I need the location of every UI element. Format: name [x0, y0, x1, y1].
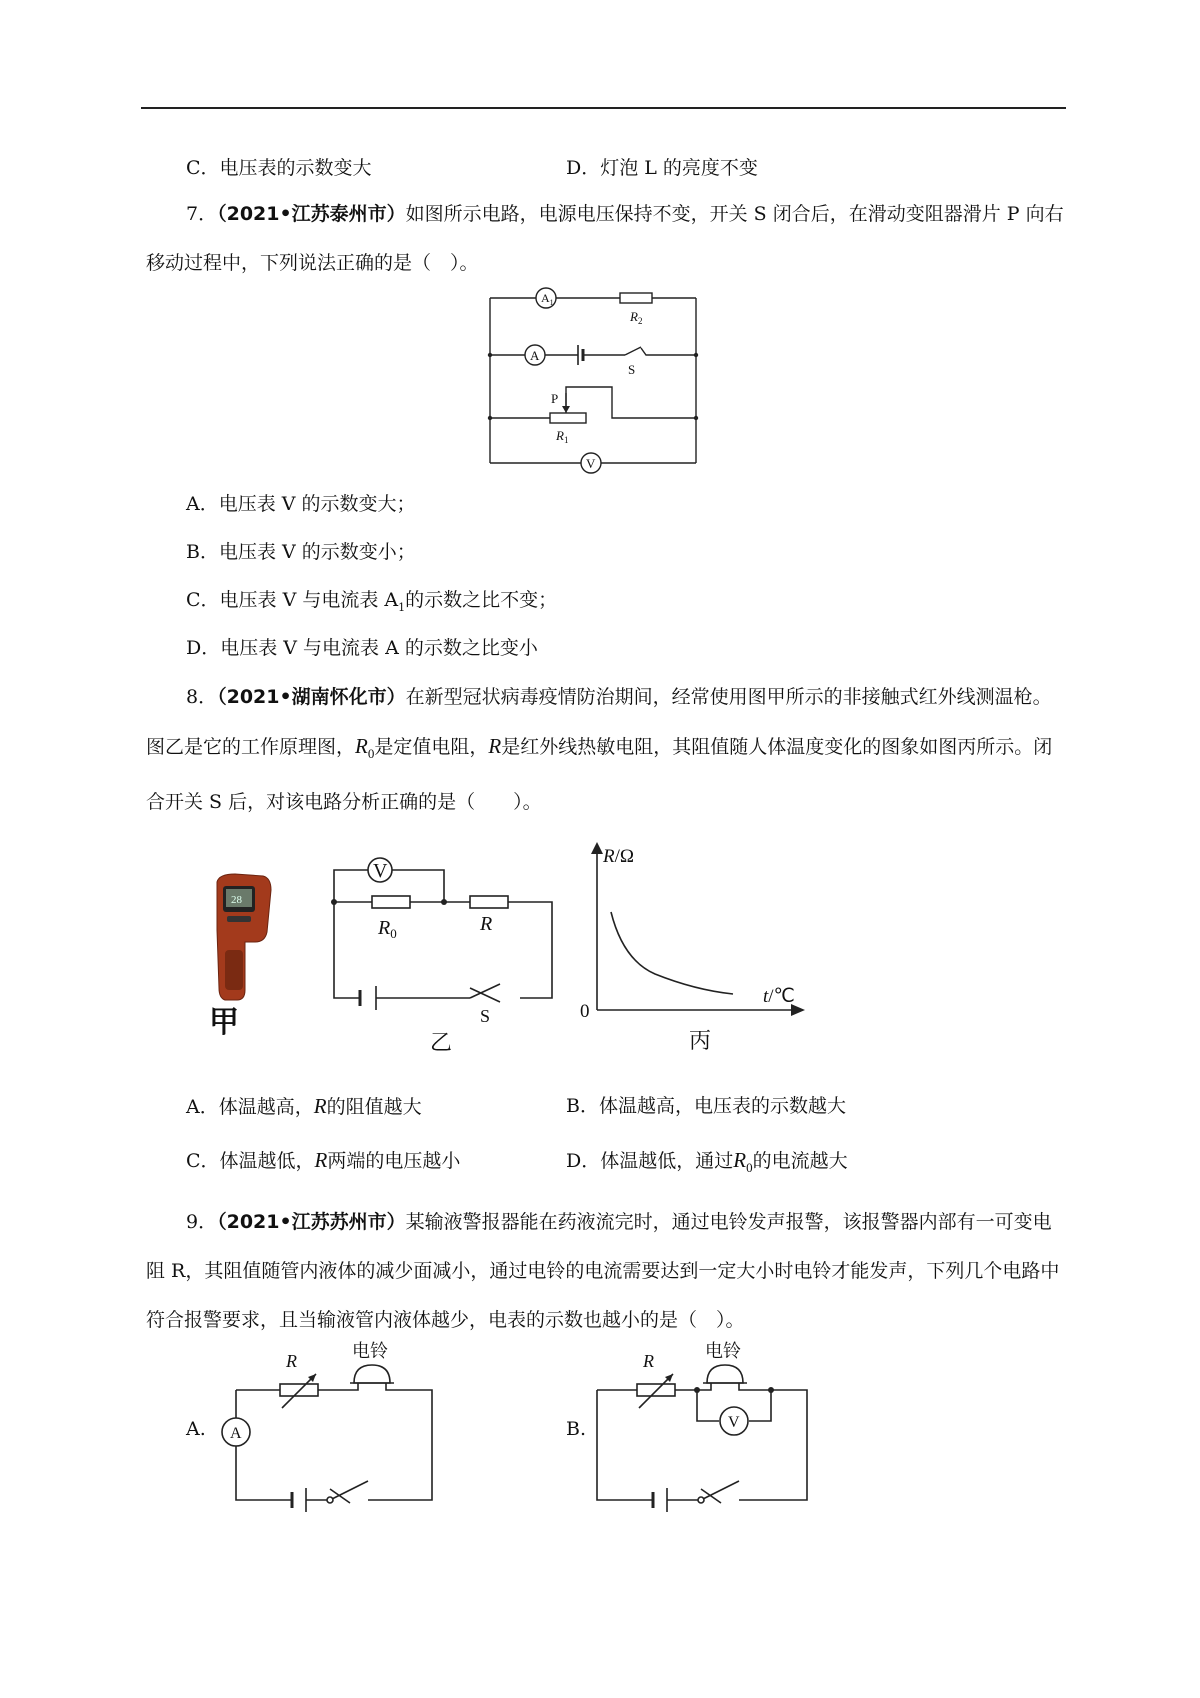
q6-option-d: D．灯泡 L 的亮度不变	[566, 157, 758, 179]
q7-rheostat-r1	[550, 413, 586, 423]
q8-switch-s	[470, 984, 500, 998]
q7-p-label: P	[551, 391, 559, 406]
q8-option-d-var: $R_0$	[733, 1148, 753, 1176]
q8-option-c-var: R	[314, 1148, 328, 1172]
q8-gun-display: 28	[231, 894, 242, 906]
q8-option-a-var: R	[313, 1094, 327, 1118]
q8-y-label-var: R	[603, 846, 615, 867]
q7-v-label: V	[586, 456, 596, 471]
q9a-bell-icon	[350, 1365, 394, 1383]
q8-y-arrow	[591, 842, 603, 854]
q7-number: 7．	[186, 203, 218, 225]
q8-resistor-r0	[372, 896, 410, 908]
q8-number: 8．	[186, 686, 218, 708]
q9a-meter-label: A	[230, 1425, 242, 1442]
q8-r0-symbol: $R_0$	[355, 734, 375, 762]
q7-source-branch	[490, 348, 696, 355]
q9-stem-text: 某输液警报器能在药液流完时，通过电铃发声报警，该报警器内部有一可变电阻 R，其阻值随管内液体的减少面减小，通过电铃的电流需要达到一定大小时电铃才能发声，下列几个电路中符合报警要求，且当输液管内液体越少，电表的示数也越小的是（ ）。	[146, 1211, 1060, 1331]
q8-x-label-var: t	[763, 986, 769, 1007]
q9a-r-label: R	[286, 1351, 297, 1371]
q7-resistor-r2	[620, 293, 652, 303]
svg-text:R2	[629, 309, 642, 326]
q7-a1-sub: 1	[549, 298, 554, 307]
q8-option-d: D．体温越低，通过$R_0$的电流越大	[566, 1148, 848, 1176]
q8-stem	[146, 673, 1066, 827]
q7-a1-label: A	[541, 291, 550, 305]
q9-option-a-label: A.	[186, 1418, 206, 1440]
q7-s-label: S	[628, 362, 636, 377]
q7-rheostat-branch	[490, 387, 696, 418]
svg-text:R0	[377, 917, 397, 941]
q8-stem-1: 在新型冠状病毒疫情防治期间，经常使用图甲所示的非接触式红外线测温枪。图乙是它的工作原理图，	[146, 686, 1052, 758]
q8-resistor-r	[470, 896, 508, 908]
q7-option-c-post: 的示数之比不变；	[405, 589, 558, 611]
q8-caption-bing: 丙	[689, 1029, 712, 1054]
q8-option-a: A．体温越高，R的阻值越大	[186, 1094, 422, 1118]
q9b-switch	[698, 1497, 704, 1503]
q8-s-label: S	[480, 1006, 491, 1026]
q9a-switch	[327, 1497, 333, 1503]
q8-caption-yi: 乙	[430, 1031, 453, 1056]
q8-r-symbol: R	[488, 734, 502, 758]
q8-y-label-unit: /Ω	[614, 846, 635, 867]
q9b-bell-label: 电铃	[705, 1341, 741, 1362]
q9b-bell-icon	[703, 1365, 747, 1383]
q6-option-c: C．电压表的示数变大	[186, 157, 372, 179]
q8-r0-label: R	[378, 917, 391, 939]
q8-x-label-unit: /℃	[768, 986, 795, 1007]
q8-curve	[611, 912, 733, 994]
q8-origin: 0	[580, 1001, 590, 1022]
q9-option-b-label: B.	[566, 1418, 587, 1440]
q9-stem	[146, 1198, 1066, 1345]
q9b-meter-label: V	[728, 1414, 740, 1431]
q7-slider-arrow	[562, 406, 570, 413]
q8-option-b: B．体温越高，电压表的示数越大	[566, 1095, 846, 1117]
q9-number: 9．	[186, 1211, 218, 1233]
q8-source: （2021•湖南怀化市）	[217, 686, 406, 708]
svg-text:R/Ω	[602, 846, 634, 867]
q7-option-c-sub: 1	[398, 600, 406, 614]
q8-stem-3: 是红外线热敏电阻，其阻值随人体温度变化的图象如图丙所示。闭合开关 S 后，对该电路分析正确的是（ ）。	[146, 736, 1053, 814]
q9a-bell-label: 电铃	[352, 1341, 388, 1362]
q8-figure-bing-graph	[575, 840, 815, 1060]
q8-v-label: V	[373, 860, 388, 882]
q8-caption-jia: 甲	[209, 1005, 239, 1040]
q9-circuit-b	[585, 1335, 825, 1515]
q7-a-label: A	[530, 348, 540, 363]
q8-figure-yi-circuit	[320, 850, 560, 1055]
q8-r-label: R	[480, 913, 493, 935]
q7-circuit-diagram	[480, 283, 706, 483]
q7-option-a: A．电压表 V 的示数变大；	[186, 493, 416, 515]
q7-r2-label: R	[630, 309, 638, 324]
q8-figure-jia-thermometer	[205, 870, 285, 1040]
header-rule	[141, 107, 1066, 109]
q7-stem-text: 如图所示电路，电源电压保持不变，开关 S 闭合后，在滑动变阻器滑片 P 向右移动过程中，下列说法正确的是（ ）。	[146, 203, 1064, 274]
q8-r0-sub: 0	[390, 926, 397, 941]
q7-source: （2021•江苏泰州市）	[217, 203, 406, 225]
svg-text:R1	[555, 428, 568, 445]
q7-switch-s	[625, 347, 641, 355]
q7-stem	[146, 190, 1066, 288]
svg-text:t/℃	[763, 986, 795, 1007]
q9b-r-label: R	[643, 1351, 654, 1371]
q7-option-d: D．电压表 V 与电流表 A 的示数之比变小	[186, 637, 538, 659]
q7-option-b: B．电压表 V 的示数变小；	[186, 541, 416, 563]
q7-r2-sub: 2	[637, 316, 643, 326]
q7-option-c	[186, 586, 557, 622]
q9-circuit-a	[210, 1335, 450, 1515]
q9-source: （2021•江苏苏州市）	[217, 1211, 406, 1233]
q8-stem-2: 是定值电阻，	[374, 736, 489, 758]
q8-option-c: C．体温越低，R两端的电压越小	[186, 1148, 461, 1172]
q7-r1-sub: 1	[563, 435, 569, 445]
q7-r1-label: R	[556, 428, 564, 443]
q7-option-c-pre: C．电压表 V 与电流表 A	[186, 589, 399, 611]
